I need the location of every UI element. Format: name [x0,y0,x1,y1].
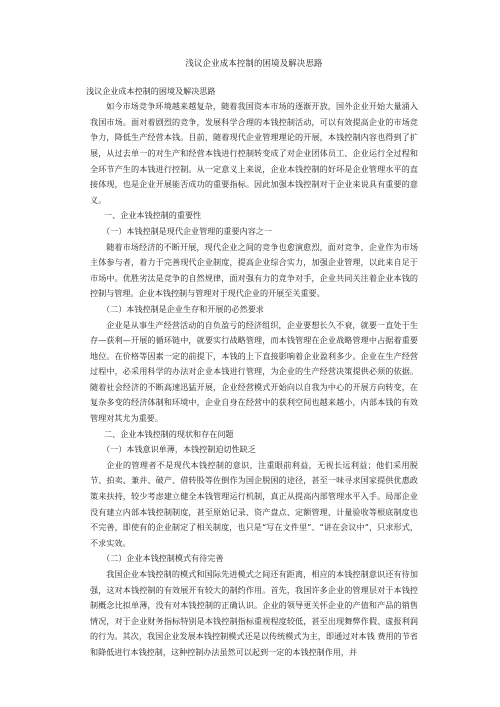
document-subtitle: 浅议企业成本控制的困境及解决思路 [86,85,216,96]
subsection-heading-1-2: （二）本钱控制是企业生存和开展的必然要求 [102,303,264,314]
section-heading-2: 二、企业本钱控制的现状和存在问题 [104,428,234,439]
section-heading-1: 一、企业本钱控制的重要性 [104,210,202,221]
intro-paragraph: 如今市场竞争环境越来越复杂，随着我国资本市场的逐渐开放，国外企业开始大量涌入我国市场。面对着剧烈的竞争，发展科学合理的本钱控制活动，可以有效提高企业的市场竞争力，降低生产经营本钱。目前，随着现代企业管理理论的开展，本钱控制内容也得到了扩展，从过去单一的对生产和经营本钱进行控制转变成了对企业团体员工、企业运行全过程和全环节产生的本钱进行控制。从一定意义上来说，企业本钱控制的好坏是企业管理水平的直接体现，也是企业开展能否成功的重要指标。因此加强本钱控制对于企业来说具有重要的意义。 [90,101,418,205]
subsection-heading-1-1: （一）本钱控制是现代企业管理的重要内容之一 [102,225,272,236]
document-title: 浅议企业成本控制的困境及解决思路 [185,58,323,68]
paragraph-2-1: 企业的管理者不是现代本钱控制的意识，注重眼前利益，无视长远利益；他们采用脱节、拍卖、兼并、破产、借转股等佐倒作为国企脱困的途径，甚至一味寻求国家提供优惠政策来扶持，较少考虑建立健全本钱管理运行机制，真正从提高内部管理水平入手。局部企业没有建立内部本钱控制制度，甚至原始记录、资产盘点、定额管理、计量验收等根底制度也不完善，即使有的企业制定了相关制度，也只是“写在文件里”、“讲在会议中”，只求形式，不求实效。 [90,459,418,548]
subsection-heading-2-1: （一）本钱意识单薄，本钱控制迫切性缺乏 [102,444,256,455]
paragraph-2-2: 我国企业本钱控制的模式和国际先进模式之间还有距离，相应的本钱控制意识还有待加强，这对本钱控制的有效展开有较大的制约作用。首先，我国许多企业的管理层对于本钱控制概念比拟单薄，没有对本钱控制的正确认识。企业的领导更关怀企业的产值和产品的销售情况，对于企业财务指标特别是本钱控制指标重视程度较低，甚至出现舞弊作假、虚报利润的行为。其次，我国企业发展本钱控制模式还是以传统模式为主，即通过对本钱 费用的节省和降低进行本钱控制，这种控制办法虽然可以起到一定的本钱控制作用，并 [90,569,418,657]
paragraph-1-2: 企业是从事生产经营活动的自负盈亏的经济组织，企业要想长久不衰，就要一直处于生存—获利—开展的循环链中，就要实行战略管理，而本钱管理在企业战略管理中占据着重要地位。在价格等因素一定的前提下，本钱的上下直接影响着企业盈利多少。企业在生产经营过程中，必采用科学的办法对企业本钱进行管理，为企业的生产经营决策提供必须的依据。随着社会经济的不断高速迅猛开展，企业经营模式开始向以自我为中心的开展方向转变，在复杂多变的经济体制和环境中，企业自身在经营中的获利空间也越来越小，内部本钱的有效管理对其尤为重要。 [90,319,418,424]
paragraph-1-1: 随着市场经济的不断开展，现代企业之间的竞争也愈演愈烈，面对竞争，企业作为市场主体参与者，着力于完善现代企业制度，提高企业综合实力，加强企业管理，以此来自足于市场中。优胜劣汰是竞争的自然规律，面对强有力的竞争对手，企业共同关注着企业本钱的控制与管理。企业本钱控制与管理对于现代企业的开展至关重要。 [90,241,418,299]
subsection-heading-2-2: （二）企业本钱控制模式有待完善 [102,553,224,564]
